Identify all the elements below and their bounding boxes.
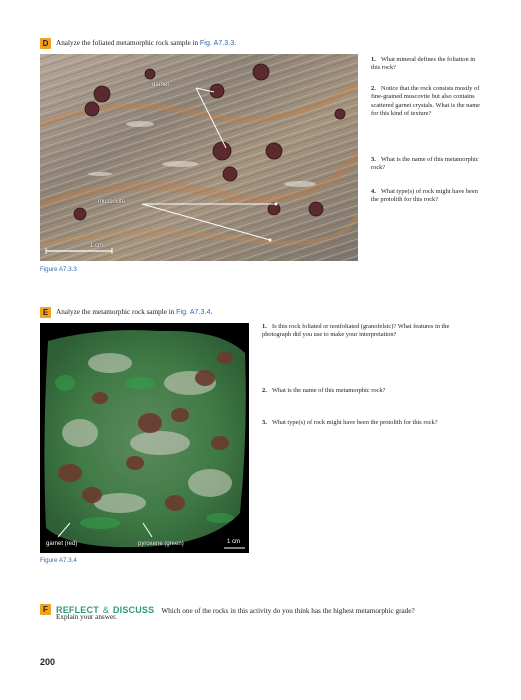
question-d4 xyxy=(371,188,483,205)
section-e-prompt-end: . xyxy=(210,308,213,316)
question-number: 3. xyxy=(262,419,267,426)
question-text: Notice that the rock consists mostly of fine-grained muscovite but also contains scattered garnet crystals. What is the name for this kind of texture? xyxy=(371,85,481,118)
reflect-question-line1: Which one of the rocks in this activity do you think has the highest metamorphic grade? xyxy=(161,607,415,615)
question-number: 3. xyxy=(371,156,376,163)
garnet-label: garnet xyxy=(152,82,170,88)
question-number: 4. xyxy=(371,188,376,195)
section-d-prompt-end: . xyxy=(234,39,237,47)
figure-a733-caption: Figure A7.3.3 xyxy=(40,266,77,273)
section-d-badge: D xyxy=(40,38,51,49)
question-text: What type(s) of rock might have been the protolith for this rock? xyxy=(272,419,438,426)
question-text: Is this rock foliated or nonfoliated (granofelsic)? What features in the photograph did you use to make your interpretation? xyxy=(262,323,450,339)
question-d2 xyxy=(371,85,483,119)
section-f-badge: F xyxy=(40,604,51,615)
question-d3 xyxy=(371,156,483,173)
figure-a734-caption: Figure A7.3.4 xyxy=(40,557,77,564)
muscovite-label: muscovite xyxy=(98,199,126,205)
discuss-heading: DISCUSS xyxy=(112,605,155,615)
question-e1 xyxy=(262,323,462,340)
schist-rock-image xyxy=(40,54,358,261)
question-e2 xyxy=(262,387,462,395)
question-number: 2. xyxy=(371,85,376,92)
page-number: 200 xyxy=(40,657,56,667)
section-e-badge: E xyxy=(40,307,51,318)
garnet-red-label: garnet (red) xyxy=(46,541,78,547)
figure-a734-photo xyxy=(40,323,249,553)
scale-label-d: 1 cm xyxy=(90,243,104,249)
reflect-heading: REFLECT xyxy=(56,605,99,615)
section-e-prompt xyxy=(40,306,212,318)
figure-a733-photo xyxy=(40,54,358,261)
figure-a734-link[interactable]: Fig. A7.3.4 xyxy=(176,307,211,316)
question-e3 xyxy=(262,419,462,427)
question-text: What is the name of this metamorphic rock? xyxy=(272,387,386,394)
question-number: 2. xyxy=(262,387,267,394)
section-d-prompt xyxy=(40,37,236,49)
question-number: 1. xyxy=(262,323,267,330)
question-d1 xyxy=(371,56,483,73)
reflect-question-line2: Explain your answer. xyxy=(56,613,117,621)
question-text: What is the name of this metamorphic rock? xyxy=(371,156,479,172)
section-d-prompt-text: Analyze the foliated metamorphic rock sample in xyxy=(56,39,199,47)
scale-label-e: 1 cm xyxy=(227,539,241,545)
pyroxene-green-label: pyroxene (green) xyxy=(138,541,184,547)
question-number: 1. xyxy=(371,56,376,63)
figure-a733-link[interactable]: Fig. A7.3.3 xyxy=(199,38,235,47)
eclogite-rock-image xyxy=(40,323,249,553)
question-text: What type(s) of rock might have been the protolith for this rock? xyxy=(371,188,478,204)
question-text: What mineral defines the foliation in this rock? xyxy=(371,56,476,72)
section-e-prompt-text: Analyze the metamorphic rock sample in xyxy=(56,308,175,316)
reflect-ampersand: & xyxy=(102,605,109,615)
